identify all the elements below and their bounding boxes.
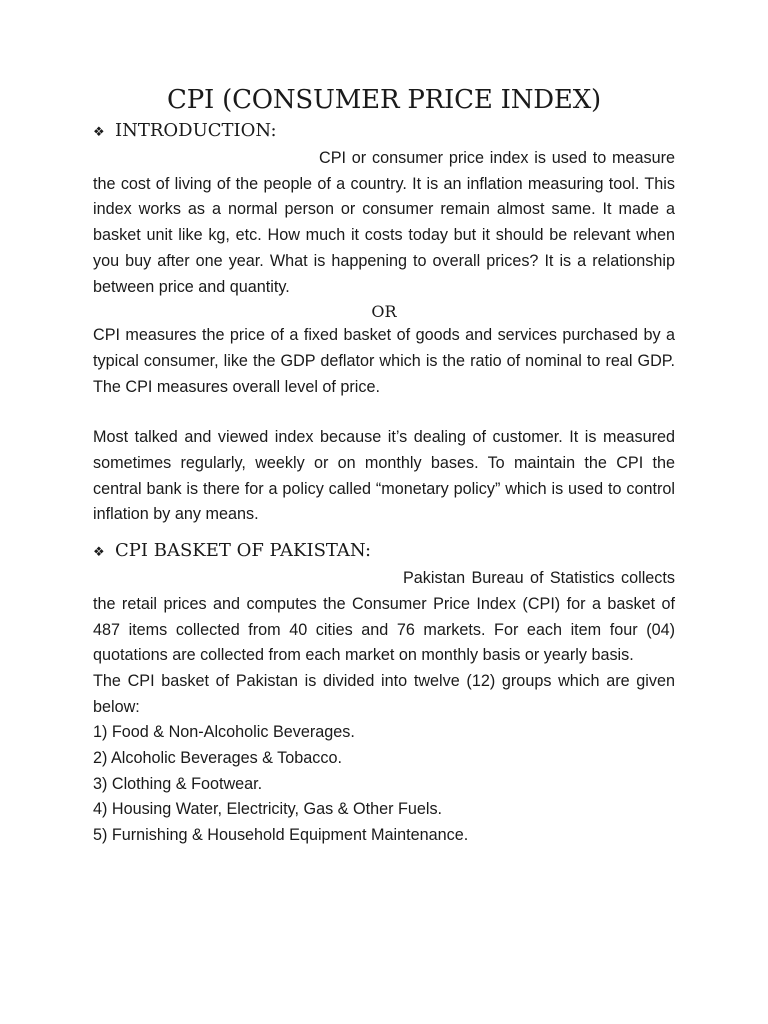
diamond-bullet-icon: ❖ bbox=[93, 545, 105, 561]
list-item: 4) Housing Water, Electricity, Gas & Other Fuels. bbox=[93, 800, 443, 819]
section-heading-label: CPI BASKET OF PAKISTAN: bbox=[115, 540, 372, 562]
paragraph-spacer bbox=[93, 400, 675, 425]
list-item: 3) Clothing & Footwear. bbox=[93, 774, 263, 793]
section-heading-label: INTRODUCTION: bbox=[115, 120, 277, 141]
list-item: 1) Food & Non-Alcoholic Beverages. bbox=[93, 723, 355, 742]
document-title: CPI (CONSUMER PRICE INDEX) bbox=[167, 85, 601, 115]
intro-paragraph-2: CPI measures the price of a fixed basket of goods and services purchased by a typical consumer, like the GDP deflator which is the ratio of nominal to real GDP. The CPI measures overall level of price. bbox=[93, 326, 675, 396]
list-item: 2) Alcoholic Beverages & Tobacco. bbox=[93, 749, 342, 768]
section-heading-introduction bbox=[93, 118, 675, 146]
basket-group-list bbox=[93, 720, 675, 849]
intro-paragraph-3: Most talked and viewed index because it’s dealing of customer. It is measured sometimes regularly, weekly or on monthly bases. To maintain the CPI the central bank is there for a policy called “monetary policy” which is used to control inflation by any means. bbox=[93, 428, 675, 524]
section-spacer bbox=[93, 528, 675, 538]
section-heading-cpi-basket bbox=[93, 538, 675, 566]
or-separator: OR bbox=[371, 302, 397, 322]
list-item: 5) Furnishing & Household Equipment Maintenance. bbox=[93, 826, 469, 845]
document-page bbox=[93, 82, 675, 849]
diamond-bullet-icon: ❖ bbox=[93, 125, 105, 140]
basket-paragraph-1: Pakistan Bureau of Statistics collects the retail prices and computes the Consumer Price Index (CPI) for a basket of 487 items collected from 40 cities and 76 markets. For each item four (04) quotations are collected from each market on monthly basis or yearly basis. bbox=[93, 569, 675, 665]
intro-paragraph-1: CPI or consumer price index is used to measure the cost of living of the people of a country. It is an inflation measuring tool. This index works as a normal person or consumer remain almost same. It made a basket unit like kg, etc. How much it costs today but it should be relevant when you buy after one year. What is happening to overall prices? It is a relationship between price and quantity. bbox=[93, 149, 675, 296]
basket-paragraph-2: The CPI basket of Pakistan is divided into twelve (12) groups which are given below: bbox=[93, 671, 675, 716]
